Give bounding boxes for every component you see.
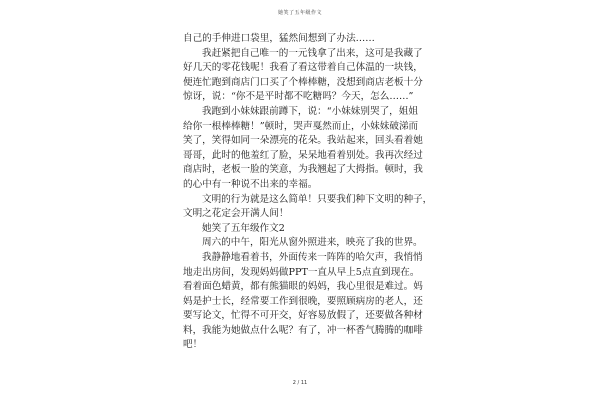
text-line: 哥哥，此时的他羞红了脸，呆呆地看着别处。我再次经过	[183, 149, 423, 161]
text-line: 要写论文，忙得不可开交，好容易放假了，还要做各种材	[183, 310, 423, 322]
text-line: 便连忙跑到商店门口买了个棒棒糖，没想到商店老板十分	[183, 76, 423, 88]
text-line: 我赶紧把自己唯一的一元钱拿了出来，这可是我藏了	[202, 47, 423, 59]
text-line: 文明之花定会开满人间！	[183, 208, 289, 220]
text-line: 给你一根棒棒糖！”顿时，哭声戛然而止，小妹妹破涕而	[183, 120, 419, 132]
text-line: 好几天的零花钱呢！我看了看这带着自己体温的一块钱，	[183, 62, 423, 74]
text-line: 商店时，老板一脸的笑意，为我翘起了大拇指。顿时，我	[183, 164, 423, 176]
text-line: 我跑到小妹妹跟前蹲下，说：“小妹妹别哭了，姐姐	[202, 105, 418, 117]
page-header: 她笑了五年级作文	[277, 10, 322, 16]
text-line: 地走出房间，发现妈妈做PPT一直从早上5点直到现在。	[183, 266, 420, 278]
text-line: 吧！	[183, 339, 203, 351]
document-body	[183, 32, 433, 353]
text-line: 周六的中午，阳光从窗外照进来，映亮了我的世界。	[202, 237, 423, 249]
text-line: 笑了，笑得如同一朵漂亮的花朵。我站起来，回头看着她	[183, 135, 423, 147]
text-line: 自己的手伸进口袋里，猛然间想到了办法……	[183, 33, 375, 44]
page-number: 2 / 11	[292, 380, 308, 386]
text-line: 我静静地看着书，外面传来一阵阵的哈欠声，我悄悄	[202, 251, 423, 263]
text-line: 妈是护士长，经常要工作到很晚，要照顾病房的老人，还	[183, 295, 423, 307]
text-line: 料，我能为她做点什么呢？有了，冲一杯香气腾腾的咖啡	[183, 324, 423, 336]
text-line: 的心中有一种说不出来的幸福。	[183, 178, 318, 190]
text-line: 看着面色蜡黄，都有熊猫眼的妈妈，我心里很是难过。妈	[183, 281, 423, 293]
text-line: 文明的行为就是这么简单！只要我们种下文明的种子，	[202, 193, 433, 205]
text-line: 她笑了五年级作文2	[202, 222, 285, 234]
text-line: 惊讶，说：“你不是平时都不吃糖吗？今天，怎么……”	[183, 91, 414, 103]
